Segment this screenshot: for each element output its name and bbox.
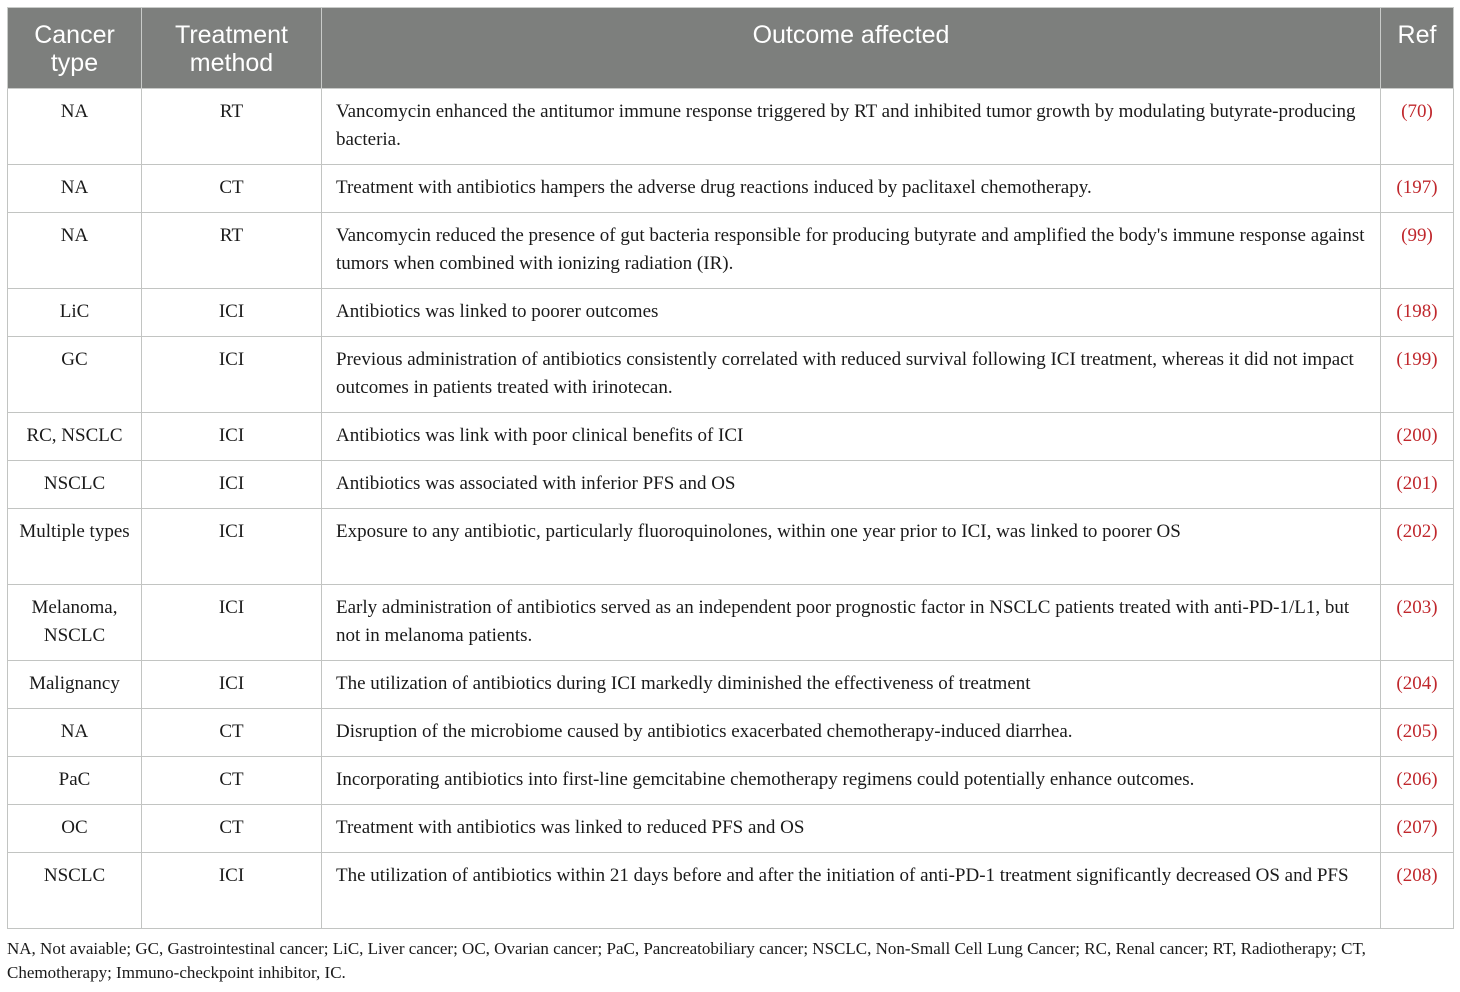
table-row [8, 461, 1454, 509]
cell-outcome: Treatment with antibiotics was linked to reduced PFS and OS [322, 805, 1381, 853]
cell-cancer-type: NA [8, 89, 142, 165]
ref-link[interactable]: (205) [1396, 721, 1438, 742]
table-row [8, 89, 1454, 165]
cell-cancer-type: NSCLC [8, 853, 142, 929]
cell-outcome: Incorporating antibiotics into first-line gemcitabine chemotherapy regimens could potentially enhance outcomes. [322, 757, 1381, 805]
cell-outcome: Antibiotics was link with poor clinical benefits of ICI [322, 413, 1381, 461]
table-row [8, 757, 1454, 805]
cell-outcome: Early administration of antibiotics served as an independent poor prognostic factor in NSCLC patients treated with anti-PD-1/L1, but not in melanoma patients. [322, 585, 1381, 661]
antibiotics-outcomes-table [7, 7, 1454, 929]
ref-link[interactable]: (207) [1396, 817, 1438, 838]
cell-cancer-type: LiC [8, 289, 142, 337]
ref-link[interactable]: (200) [1396, 425, 1438, 446]
ref-link[interactable]: (201) [1396, 473, 1438, 494]
cell-cancer-type: NSCLC [8, 461, 142, 509]
table-row [8, 805, 1454, 853]
table-row [8, 213, 1454, 289]
table-row [8, 413, 1454, 461]
cell-outcome: Vancomycin enhanced the antitumor immune response triggered by RT and inhibited tumor growth by modulating butyrate-producing bacteria. [322, 89, 1381, 165]
ref-link[interactable]: (197) [1396, 177, 1438, 198]
ref-link[interactable]: (99) [1401, 225, 1433, 246]
cell-treatment: ICI [142, 461, 322, 509]
cell-treatment: CT [142, 165, 322, 213]
table-header [8, 8, 1454, 89]
table-row [8, 661, 1454, 709]
cell-outcome: Treatment with antibiotics hampers the adverse drug reactions induced by paclitaxel chemotherapy. [322, 165, 1381, 213]
ref-link[interactable]: (203) [1396, 597, 1438, 618]
table-row [8, 337, 1454, 413]
cell-cancer-type: PaC [8, 757, 142, 805]
cell-cancer-type: GC [8, 337, 142, 413]
header-outcome-affected: Outcome affected [322, 8, 1381, 89]
ref-link[interactable]: (198) [1396, 301, 1438, 322]
ref-link[interactable]: (206) [1396, 769, 1438, 790]
cell-treatment: CT [142, 757, 322, 805]
cell-cancer-type: OC [8, 805, 142, 853]
table-row [8, 165, 1454, 213]
ref-link[interactable]: (70) [1401, 101, 1433, 122]
cell-outcome: Antibiotics was associated with inferior PFS and OS [322, 461, 1381, 509]
ref-link[interactable]: (208) [1396, 865, 1438, 886]
cell-cancer-type: Melanoma, NSCLC [8, 585, 142, 661]
cell-outcome: Previous administration of antibiotics consistently correlated with reduced survival following ICI treatment, whereas it did not impact outcomes in patients treated with irinotecan. [322, 337, 1381, 413]
header-cancer-type: Cancer type [8, 8, 142, 89]
cell-treatment: ICI [142, 661, 322, 709]
cell-treatment: ICI [142, 853, 322, 929]
cell-cancer-type: NA [8, 709, 142, 757]
cell-treatment: ICI [142, 585, 322, 661]
cell-treatment: CT [142, 805, 322, 853]
cell-treatment: ICI [142, 509, 322, 585]
table-row [8, 509, 1454, 585]
cell-outcome: Disruption of the microbiome caused by antibiotics exacerbated chemotherapy-induced diarrhea. [322, 709, 1381, 757]
header-treatment-method: Treatment method [142, 8, 322, 89]
cell-treatment: RT [142, 89, 322, 165]
cell-outcome: Exposure to any antibiotic, particularly fluoroquinolones, within one year prior to ICI, was linked to poorer OS [322, 509, 1381, 585]
cell-treatment: CT [142, 709, 322, 757]
cell-cancer-type: NA [8, 165, 142, 213]
cell-outcome: The utilization of antibiotics during ICI markedly diminished the effectiveness of treatment [322, 661, 1381, 709]
table-row [8, 289, 1454, 337]
cell-cancer-type: RC, NSCLC [8, 413, 142, 461]
table-row [8, 853, 1454, 929]
table-row [8, 585, 1454, 661]
cell-treatment: ICI [142, 413, 322, 461]
cell-outcome: Vancomycin reduced the presence of gut bacteria responsible for producing butyrate and amplified the body's immune response against tumors when combined with ionizing radiation (IR). [322, 213, 1381, 289]
ref-link[interactable]: (204) [1396, 673, 1438, 694]
table-body [8, 89, 1454, 929]
cell-cancer-type: Multiple types [8, 509, 142, 585]
ref-link[interactable]: (199) [1396, 349, 1438, 370]
cell-cancer-type: Malignancy [8, 661, 142, 709]
header-ref: Ref [1381, 8, 1454, 89]
cell-outcome: The utilization of antibiotics within 21 days before and after the initiation of anti-PD-1 treatment significantly decreased OS and PFS [322, 853, 1381, 929]
cell-treatment: ICI [142, 289, 322, 337]
cell-treatment: RT [142, 213, 322, 289]
results-table-container [7, 7, 1453, 929]
table-footnote: NA, Not avaiable; GC, Gastrointestinal cancer; LiC, Liver cancer; OC, Ovarian cancer; PaC, Pancreatobiliary cancer; NSCLC, Non-Small Cell Lung Cancer; RC, Renal cancer; RT, Radiotherapy; CT, Chemotherapy; Immuno-checkpoint inhibitor, IC. [7, 939, 1366, 982]
ref-link[interactable]: (202) [1396, 521, 1438, 542]
cell-cancer-type: NA [8, 213, 142, 289]
cell-treatment: ICI [142, 337, 322, 413]
header-row [8, 8, 1454, 89]
table-row [8, 709, 1454, 757]
cell-outcome: Antibiotics was linked to poorer outcomes [322, 289, 1381, 337]
